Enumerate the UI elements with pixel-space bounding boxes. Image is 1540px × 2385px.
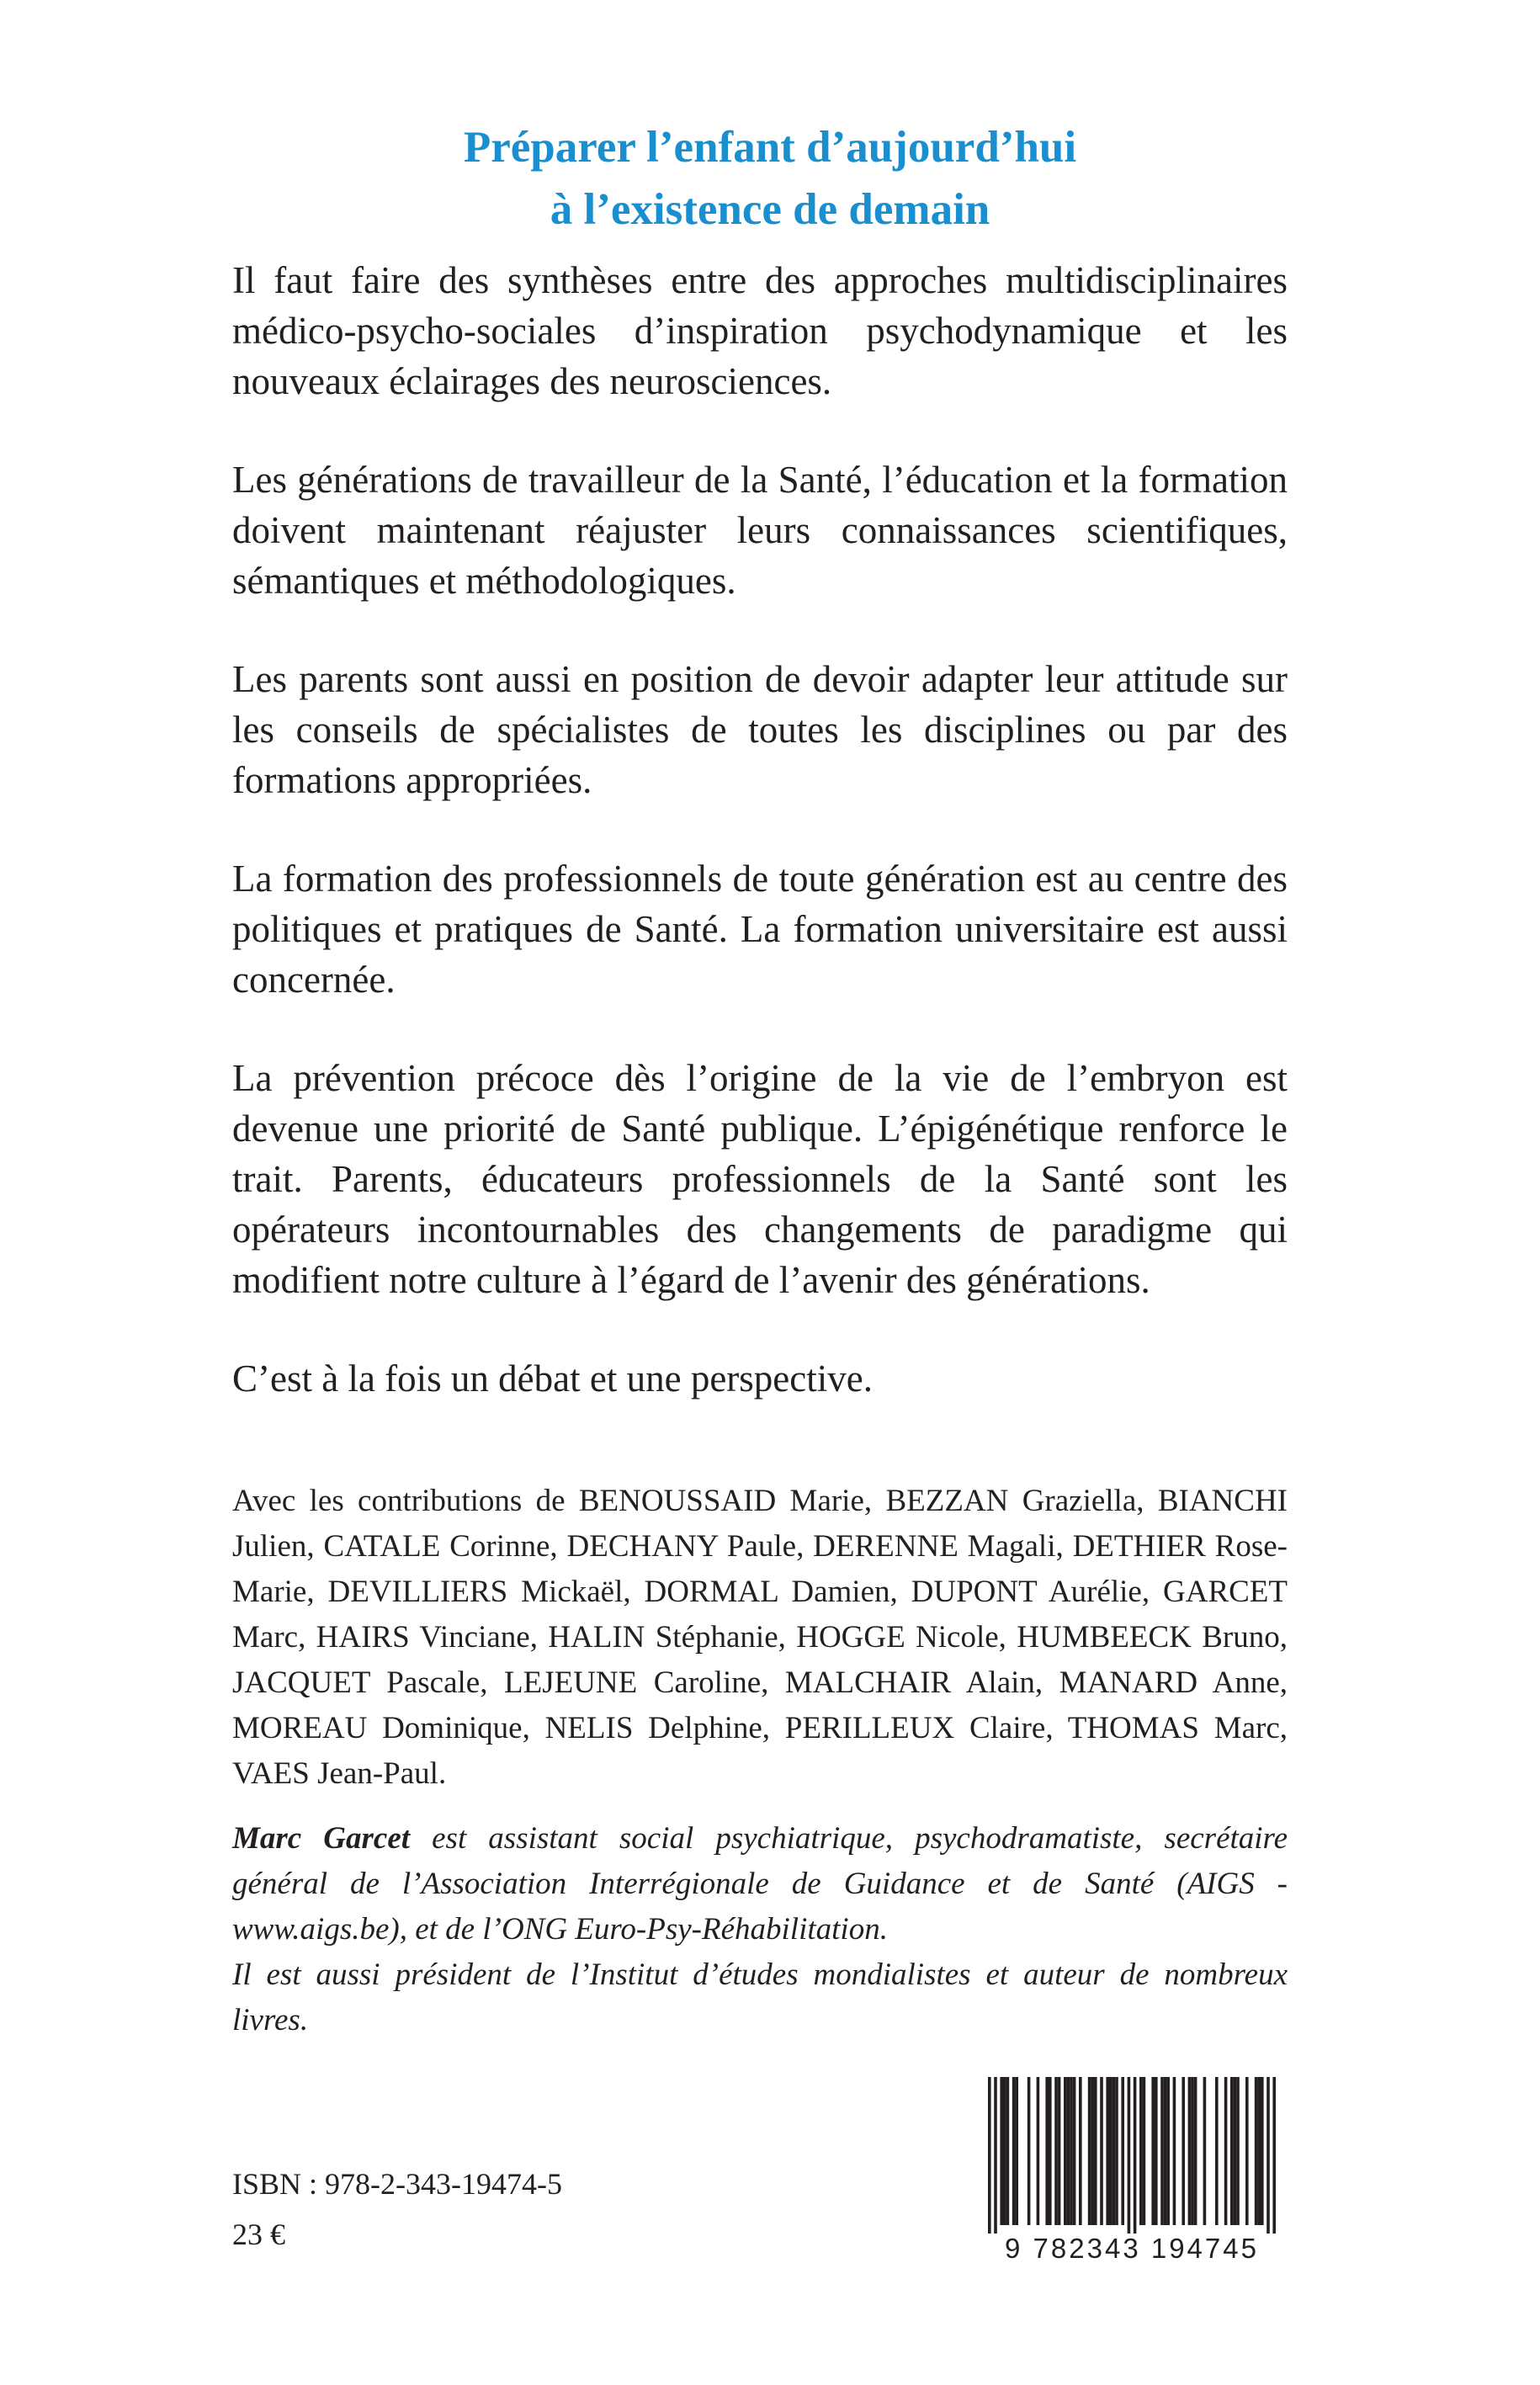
barcode-bar [1003, 2077, 1006, 2225]
barcode-bar [1115, 2077, 1118, 2225]
back-cover-title [0, 116, 1540, 241]
barcode-bar [1215, 2077, 1219, 2225]
barcode-bar [988, 2077, 991, 2234]
barcode-bar [1255, 2077, 1258, 2225]
barcode-bar [1272, 2077, 1276, 2234]
barcode-bar [1100, 2077, 1103, 2225]
barcode-bar [1045, 2077, 1049, 2225]
barcode-bar [1134, 2077, 1137, 2234]
barcode-bar [1113, 2077, 1116, 2225]
barcode-bar [1188, 2077, 1192, 2225]
blurb-paragraph: Il faut faire des synthèses entre des approches multidisciplinaires médico-psycho-sociales d’inspiration psychodynamique et les nouveaux éclairages des neurosciences. [232, 259, 1288, 402]
author-bio-line-1 [232, 1816, 1288, 1952]
barcode-bar [1143, 2077, 1146, 2225]
barcode [976, 2077, 1288, 2264]
isbn: ISBN : 978-2-343-19474-5 [232, 2167, 562, 2201]
barcode-bar [1155, 2077, 1158, 2225]
title-line-1: Préparer l’enfant d’aujourd’hui [463, 122, 1077, 172]
author-bio [232, 1816, 1288, 2043]
barcode-bar [1037, 2077, 1040, 2225]
barcode-bar [1121, 2077, 1124, 2225]
barcode-bar [1012, 2077, 1016, 2225]
barcode-bar [1079, 2077, 1082, 2225]
blurb-paragraph: Les générations de travailleur de la Santé, l’éducation et la formation doivent maintenant réajuster leurs connaissances scientifiques, sémantiques et méthodologiques. [232, 459, 1288, 602]
barcode-bar [1015, 2077, 1018, 2225]
barcode-bar [1000, 2077, 1003, 2225]
barcode-bar [994, 2077, 997, 2234]
blurb-paragraph: La formation des professionnels de toute génération est au centre des politiques et pratiques de Santé. La formation universitaire est aussi concernée. [232, 858, 1288, 1001]
barcode-bar [1191, 2077, 1194, 2225]
barcode-bar [1257, 2077, 1261, 2225]
barcode-bars [976, 2077, 1288, 2234]
barcode-bar [1028, 2077, 1031, 2225]
author-bio-line-2: Il est aussi président de l’Institut d’études mondialistes et auteur de nombreux livres. [232, 1957, 1288, 2037]
barcode-bar [1049, 2077, 1052, 2225]
barcode-bar [1203, 2077, 1207, 2225]
author-name: Marc Garcet [232, 1821, 411, 1856]
barcode-bar [1261, 2077, 1264, 2225]
barcode-bar [1236, 2077, 1240, 2225]
barcode-bar [1067, 2077, 1070, 2225]
barcode-bar [1128, 2077, 1131, 2234]
barcode-bar [1073, 2077, 1076, 2225]
blurb-paragraph: Les parents sont aussi en position de devoir adapter leur attitude sur les conseils de spécialistes de toutes les disciplines ou par des formations appropriées. [232, 658, 1288, 801]
barcode-bar [1224, 2077, 1228, 2225]
title-line-2: à l’existence de demain [550, 184, 990, 234]
author-bio-text: est assistant social psychiatrique, psychodramatiste, secrétaire général de l’Association Interrégionale de Guidance et de Santé (AIGS - www.aigs.be), et de l’ONG Euro-Psy-Réhabilitation. [232, 1821, 1288, 1947]
barcode-bar [1109, 2077, 1113, 2225]
blurb [232, 255, 1288, 1452]
barcode-bar [1106, 2077, 1109, 2225]
barcode-bar [1182, 2077, 1185, 2225]
price: 23 € [232, 2218, 285, 2251]
barcode-bar [1058, 2077, 1061, 2225]
barcode-bar [1139, 2077, 1143, 2225]
barcode-bar [1064, 2077, 1067, 2225]
barcode-bar [1091, 2077, 1094, 2225]
barcode-bar [1245, 2077, 1249, 2225]
barcode-bar [1164, 2077, 1167, 2225]
barcode-bar [1160, 2077, 1164, 2225]
barcode-bar [1173, 2077, 1176, 2225]
barcode-bar [1267, 2077, 1270, 2234]
blurb-paragraph: C’est à la fois un débat et une perspective. [232, 1357, 873, 1400]
barcode-bar [1054, 2077, 1058, 2225]
barcode-bar [1151, 2077, 1155, 2225]
contributors-list: Avec les contributions de BENOUSSAID Marie, BEZZAN Graziella, BIANCHI Julien, CATALE Corinne, DECHANY Paule, DERENNE Magali, DETHIER Rose-Marie, DEVILLIERS Mickaël, DORMAL Damien, DUPONT Aurélie, GARCET Marc, HAIRS Vinciane, HALIN Stéphanie, HOGGE Nicole, HUMBEECK Bruno, JACQUET Pascale, LEJEUNE Caroline, MALCHAIR Alain, MANARD Anne, MOREAU Dominique, NELIS Delphine, PERILLEUX Claire, THOMAS Marc, VAES Jean-Paul. [232, 1484, 1288, 1791]
blurb-paragraph: La prévention précoce dès l’origine de la vie de l’embryon est devenue une priorité de Santé publique. L’épigénétique renforce le trait. Parents, éducateurs professionnels de la Santé sont les opérateurs incontournables des changements de paradigme qui modifient notre culture à l’égard de l’avenir des générations. [232, 1057, 1288, 1301]
barcode-bar [1094, 2077, 1097, 2225]
barcode-bar [1006, 2077, 1010, 2225]
barcode-bar [1230, 2077, 1234, 2225]
barcode-bar [1088, 2077, 1091, 2225]
barcode-bar [1194, 2077, 1197, 2225]
barcode-bar [1166, 2077, 1170, 2225]
barcode-digits: 9 782343 194745 [1005, 2233, 1259, 2264]
barcode-bar [1234, 2077, 1237, 2225]
barcode-bar [1070, 2077, 1073, 2225]
